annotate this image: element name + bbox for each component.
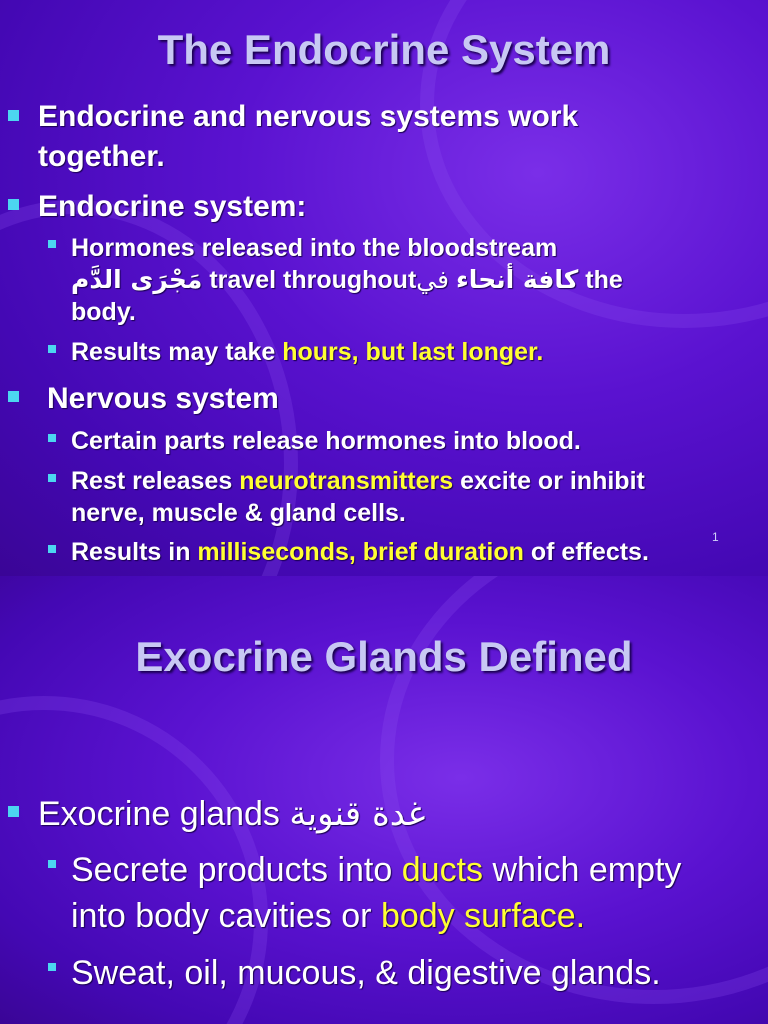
- sub-bullet-text: Results in milliseconds, brief duration of effects.: [71, 538, 649, 566]
- slide-exocrine-glands: [0, 576, 768, 1024]
- sub-bullet-icon: [48, 474, 56, 482]
- bullet-text: Nervous system: [47, 382, 279, 415]
- slide-title: Exocrine Glands Defined: [135, 633, 633, 680]
- slide-title: The Endocrine System: [157, 26, 611, 73]
- bullet-text: Endocrine system:: [38, 190, 307, 223]
- bullet-icon: [8, 110, 19, 121]
- sub-bullet-icon: [48, 240, 56, 248]
- bullet-text: Endocrine and nervous systems work together.: [38, 100, 579, 173]
- sub-bullet-text: Certain parts release hormones into blood.: [71, 427, 581, 455]
- sub-bullet-text: Rest releases neurotransmitters excite or inhibit nerve, muscle & gland cells.: [71, 467, 645, 527]
- sub-bullet-icon: [48, 345, 56, 353]
- sub-bullet-text: Results may take hours, but last longer.: [71, 338, 544, 366]
- sub-bullet-icon: [48, 434, 56, 442]
- sub-bullet-text: Secrete products into ducts which empty into body cavities or body surface.: [71, 851, 682, 935]
- sub-bullet-text: Hormones released into the bloodstream مَجْرَى الدَّم travel throughout كافة أنحاء في the body.: [71, 234, 623, 326]
- sub-bullet-icon: [48, 545, 56, 553]
- bullet-icon: [8, 391, 19, 402]
- page-number: 1: [712, 530, 719, 544]
- bullet-text: Exocrine glands غدة قنوية: [38, 794, 426, 834]
- bullet-icon: [8, 806, 19, 817]
- sub-bullet-icon: [48, 860, 56, 868]
- bullet-icon: [8, 199, 19, 210]
- sub-bullet-text: Sweat, oil, mucous, & digestive glands.: [71, 954, 661, 992]
- sub-bullet-icon: [48, 963, 56, 971]
